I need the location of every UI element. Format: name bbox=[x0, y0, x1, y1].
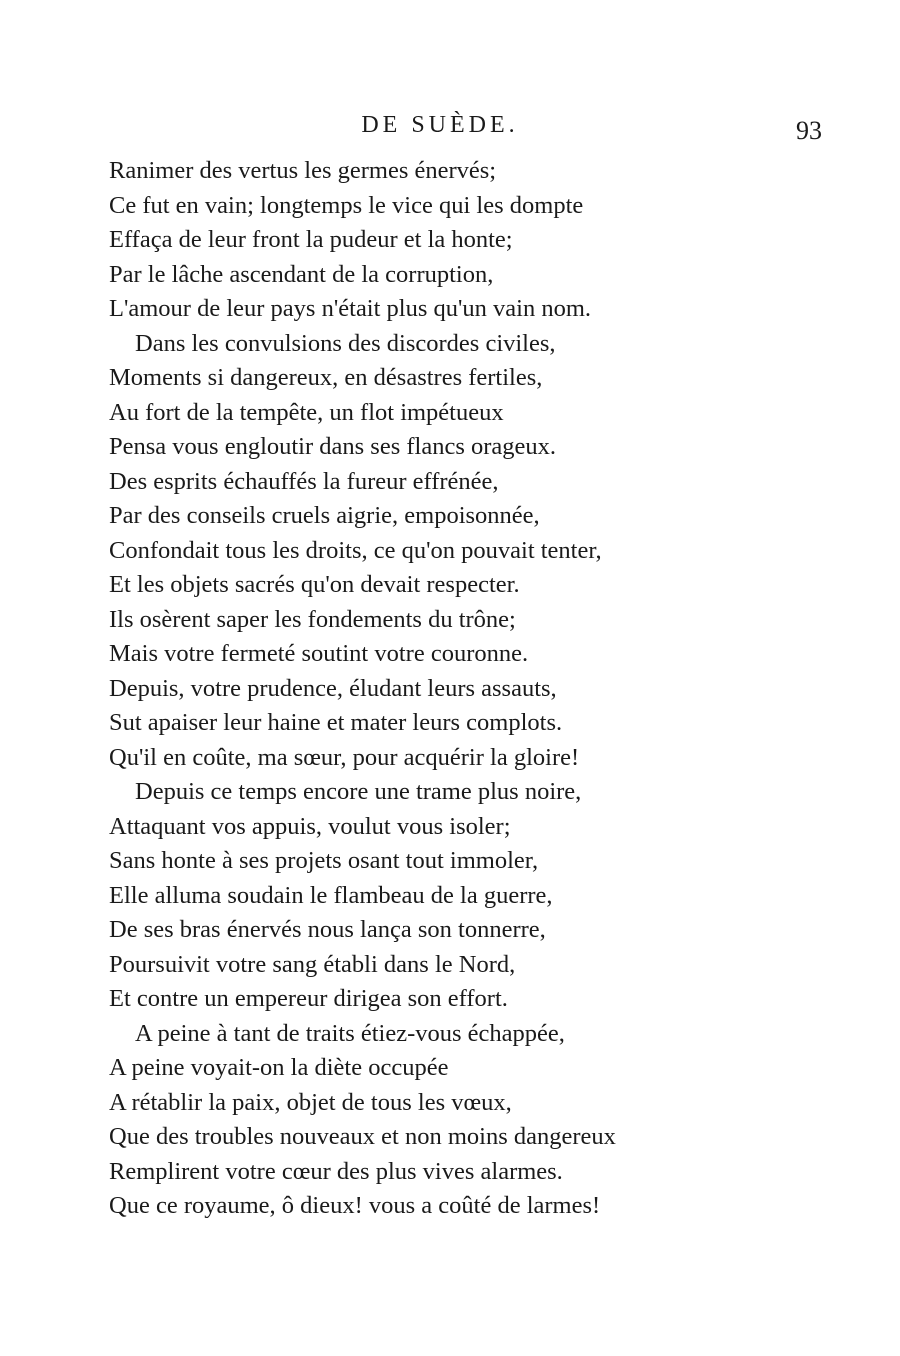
verse-line: Moments si dangereux, en désastres fertiles, bbox=[109, 364, 543, 391]
verse-line: De ses bras énervés nous lança son tonnerre, bbox=[109, 916, 546, 943]
verse-line: Dans les convulsions des discordes civiles, bbox=[135, 329, 556, 357]
verse-line: Par le lâche ascendant de la corruption, bbox=[109, 260, 494, 288]
verse-line: A peine à tant de traits étiez-vous échappée, bbox=[135, 1019, 565, 1047]
verse-line: Elle alluma soudain le flambeau de la guerre, bbox=[109, 881, 553, 909]
verse-line: Remplirent votre cœur des plus vives alarmes. bbox=[109, 1157, 563, 1185]
verse-line: Au fort de la tempête, un flot impétueux bbox=[109, 398, 504, 426]
verse-line: Depuis, votre prudence, éludant leurs assauts, bbox=[109, 674, 557, 702]
verse-line: Et contre un empereur dirigea son effort. bbox=[109, 985, 508, 1012]
verse-line: A peine voyait-on la diète occupée bbox=[109, 1054, 449, 1081]
verse-line: Ils osèrent saper les fondements du trône; bbox=[109, 605, 516, 633]
verse-line: Depuis ce temps encore une trame plus noire, bbox=[135, 778, 582, 805]
verse-line: Qu'il en coûte, ma sœur, pour acquérir la gloire! bbox=[109, 743, 580, 771]
verse-line: L'amour de leur pays n'était plus qu'un vain nom. bbox=[109, 295, 592, 322]
verse-line: Que des troubles nouveaux et non moins dangereux bbox=[109, 1123, 616, 1150]
verse-line: Sans honte à ses projets osant tout immoler, bbox=[109, 847, 539, 874]
verse-line: A rétablir la paix, objet de tous les vœux, bbox=[109, 1088, 512, 1116]
verse-line: Attaquant vos appuis, voulut vous isoler; bbox=[109, 812, 511, 840]
verse-line: Poursuivit votre sang établi dans le Nord, bbox=[109, 950, 516, 978]
verse-line: Par des conseils cruels aigrie, empoisonnée, bbox=[109, 502, 540, 529]
running-title: DE SUÈDE. bbox=[361, 112, 519, 138]
verse-line: Ranimer des vertus les germes énervés; bbox=[109, 157, 497, 184]
page-number: 93 bbox=[796, 116, 822, 145]
verse-line: Effaça de leur front la pudeur et la honte; bbox=[109, 226, 513, 253]
verse-line: Ce fut en vain; longtemps le vice qui les dompte bbox=[109, 191, 584, 219]
verse-line: Des esprits échauffés la fureur effrénée, bbox=[109, 467, 499, 495]
verse-line: Pensa vous engloutir dans ses flancs orageux. bbox=[109, 433, 557, 460]
verse-line: Confondait tous les droits, ce qu'on pouvait tenter, bbox=[109, 536, 602, 564]
verse-line: Sut apaiser leur haine et mater leurs complots. bbox=[109, 709, 563, 736]
verse-line: Mais votre fermeté soutint votre couronne. bbox=[109, 640, 529, 667]
verse-line: Et les objets sacrés qu'on devait respecter. bbox=[109, 571, 520, 598]
poem-text bbox=[109, 154, 729, 1224]
verse-line: Que ce royaume, ô dieux! vous a coûté de larmes! bbox=[109, 1192, 601, 1219]
